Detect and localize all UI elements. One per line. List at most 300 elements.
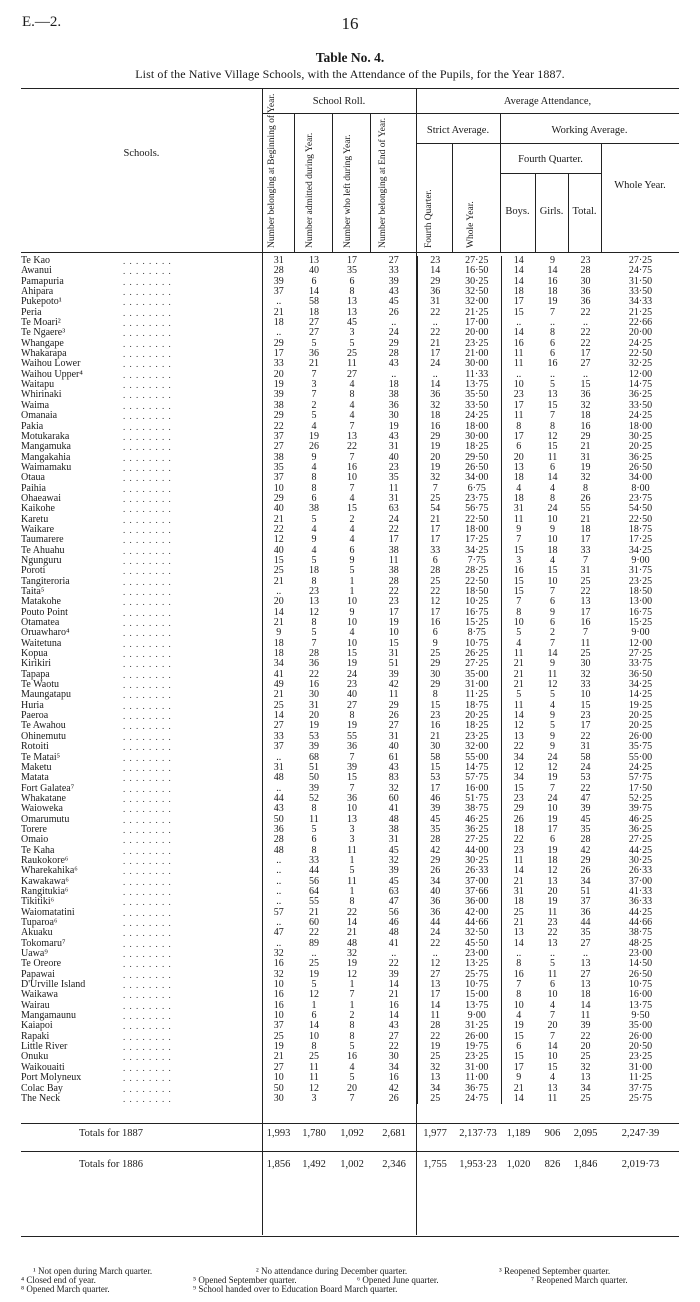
table-cell: 20·25 (628, 442, 653, 453)
table-cell: 13 (580, 1073, 591, 1084)
table-cell: 40 (273, 504, 284, 515)
table-cell: 11 (371, 556, 417, 566)
table-cell: 40 (309, 266, 319, 277)
table-cell: 13 (347, 431, 357, 442)
table-cell: 16 (580, 421, 591, 432)
table-cell: 5 (550, 721, 555, 732)
table-cell: 9 (349, 555, 355, 566)
table-cell: 8 (583, 483, 588, 494)
table-cell: 12 (309, 607, 319, 618)
table-cell: 20·50 (628, 1042, 653, 1053)
table-cell: 49 (273, 680, 284, 691)
table-row (21, 649, 679, 659)
table-cell: 28 (371, 577, 417, 587)
table-cell: 25 (309, 1052, 319, 1063)
table-cell: 13 (580, 597, 591, 608)
footnote: ⁶ Opened June quarter. (357, 1275, 439, 1285)
table-cell: 11 (513, 411, 524, 422)
table-cell: 4 (550, 555, 555, 566)
school-name: Whakarapa (21, 349, 67, 360)
table-cell: 16 (513, 969, 524, 980)
table-cell: 22·50 (453, 515, 501, 525)
table-cell: .. (276, 938, 282, 949)
table-cell: 22 (580, 1031, 591, 1042)
table-cell: 7 (550, 307, 555, 318)
table-cell: 23·25 (453, 339, 501, 349)
school-name: Matakohe (21, 597, 61, 608)
table-row (21, 753, 679, 763)
school-name: Port Molyneux (21, 1073, 82, 1084)
school-name: Ahipara (21, 287, 54, 298)
table-cell: 4 (311, 524, 317, 535)
table-cell: 52·25 (628, 793, 653, 804)
footnote: ³ Reopened September quarter. (499, 1266, 611, 1276)
school-name: Paeroa (21, 711, 49, 722)
table-cell: 4 (349, 493, 355, 504)
leader-dots: . . . . . . . . (123, 670, 262, 680)
table-cell: 4 (349, 524, 355, 535)
table-cell: 15 (513, 307, 524, 318)
table-cell: 23 (371, 463, 417, 473)
table-cell: 21 (513, 669, 524, 680)
table-row (21, 432, 679, 442)
table-cell: 9 (550, 731, 555, 742)
table-cell: 11 (547, 969, 558, 980)
table-cell: 19 (547, 814, 558, 825)
table-cell: 12 (430, 959, 441, 970)
table-cell: 21·25 (453, 308, 501, 318)
table-cell: 14 (273, 607, 284, 618)
leader-dots: . . . . . . . . (123, 928, 262, 938)
table-row (21, 804, 679, 814)
table-cell: 13 (430, 980, 441, 991)
table-cell: 28 (273, 835, 284, 846)
table-cell: 12 (547, 762, 558, 773)
table-cell: 37·66 (453, 887, 501, 897)
table-cell: 33 (430, 545, 441, 556)
table-cell: 35·50 (453, 390, 501, 400)
table-cell: .. (276, 855, 282, 866)
table-cell: 12·00 (628, 638, 653, 649)
leader-dots: . . . . . . . . (123, 359, 262, 369)
table-cell: 17 (430, 990, 441, 1001)
leader-dots: . . . . . . . . (123, 690, 262, 700)
table-cell: 43 (371, 763, 417, 773)
table-cell: 30 (371, 411, 417, 421)
table-cell: 48·25 (628, 938, 653, 949)
table-row (21, 659, 679, 669)
table-cell: 33·50 (453, 401, 501, 411)
table-row (21, 556, 679, 566)
table-cell: 16 (430, 721, 441, 732)
table-cell: 48 (273, 845, 284, 856)
table-cell: 15·25 (453, 618, 501, 628)
table-cell: 31 (309, 700, 319, 711)
table-cell: 10·75 (453, 639, 501, 649)
table-cell: 14·75 (453, 763, 501, 773)
table-cell: 41 (371, 804, 417, 814)
school-name: Raukokore⁶ (21, 855, 69, 866)
table-cell: 2 (550, 628, 555, 639)
leader-dots: . . . . . . . . (123, 463, 262, 473)
table-row (21, 370, 679, 380)
table-row (21, 1084, 679, 1094)
table-cell: 11 (513, 514, 524, 525)
table-cell: .. (550, 369, 555, 380)
table-cell: 26·50 (628, 969, 653, 980)
strict-fourth-header: Fourth Quarter. (424, 189, 434, 248)
table-row (21, 877, 679, 887)
table-cell: 13 (513, 928, 524, 939)
table-cell: .. (371, 949, 417, 959)
table-cell: 27 (273, 442, 284, 453)
table-cell: 31 (371, 442, 417, 452)
table-cell: 30 (309, 690, 319, 701)
table-cell: 23·25 (453, 1052, 501, 1062)
table-cell: 36·00 (453, 897, 501, 907)
table-row (21, 1094, 679, 1104)
table-cell: 7 (349, 783, 355, 794)
table-cell: 24 (547, 793, 558, 804)
table-cell: 4 (349, 1062, 355, 1073)
school-roll-header: School Roll. (312, 96, 366, 107)
table-cell: 55 (309, 897, 319, 908)
leader-dots: . . . . . . . . (123, 990, 262, 1000)
table-cell: 42 (371, 680, 417, 690)
table-cell: 33·50 (628, 400, 653, 411)
table-cell: 25 (309, 959, 319, 970)
table-cell: 7 (349, 990, 355, 1001)
table-cell: 25 (273, 700, 284, 711)
table-cell: 32·50 (453, 928, 501, 938)
table-cell: 55·00 (453, 753, 501, 763)
table-cell: 11 (309, 814, 319, 825)
table-cell: 10 (547, 535, 558, 546)
table-cell: 24 (580, 762, 591, 773)
table-cell: 58 (309, 297, 319, 308)
table-cell: 16·75 (453, 608, 501, 618)
totals-1887-row (21, 1128, 679, 1142)
leader-dots: . . . . . . . . (123, 835, 262, 845)
table-cell: 28 (430, 566, 441, 577)
table-cell: 15 (371, 639, 417, 649)
table-cell: 15 (347, 773, 357, 784)
table-cell: 20·00 (453, 328, 501, 338)
table-cell: 42 (430, 845, 441, 856)
table-cell: 24 (430, 359, 441, 370)
table-cell: 27·25 (453, 659, 501, 669)
school-name: Peria (21, 307, 42, 318)
table-cell: 13 (347, 814, 357, 825)
table-cell: 4 (516, 1011, 522, 1022)
table-cell: 36 (273, 824, 284, 835)
table-cell: 35·00 (453, 670, 501, 680)
header-bottom-rule (21, 252, 679, 253)
table-cell: 32 (273, 949, 284, 960)
table-cell: 45 (347, 318, 357, 329)
table-cell: 13 (347, 297, 357, 308)
table-cell: 39 (371, 970, 417, 980)
beginning-header: Number belonging at Beginning of Year. (267, 93, 277, 248)
leader-dots: . . . . . . . . (123, 804, 262, 814)
table-cell: 9 (311, 452, 317, 463)
table-cell: 21 (513, 918, 524, 928)
table-cell: 5 (516, 628, 522, 639)
table-cell: 10 (347, 473, 357, 484)
table-cell: 44·66 (628, 918, 653, 928)
table-cell: 50 (273, 814, 284, 825)
leader-dots: . . . . . . . . (123, 763, 262, 773)
leader-dots: . . . . . . . . (123, 659, 262, 669)
table-cell: 5 (349, 338, 355, 349)
table-cell: 18 (513, 493, 524, 504)
table-cell: 27 (347, 369, 357, 380)
table-cell: 7 (550, 411, 555, 422)
table-cell: 26·00 (453, 1032, 501, 1042)
table-cell: 20 (309, 711, 319, 722)
table-cell: 64 (309, 886, 319, 897)
table-cell: 3 (349, 328, 355, 339)
table-cell: 7 (311, 390, 317, 401)
table-cell: 14 (547, 1042, 558, 1053)
school-name: Waihou Lower (21, 359, 81, 370)
table-cell: 9 (349, 607, 355, 618)
table-cell: 22 (580, 587, 591, 597)
total-cell: 1,780 (302, 1128, 326, 1139)
table-cell: 56·75 (453, 504, 501, 514)
table-cell: .. (311, 949, 317, 960)
table-cell: 10 (273, 1011, 284, 1022)
table-cell: 2 (311, 400, 317, 411)
table-cell: 6 (311, 493, 317, 504)
leader-dots: . . . . . . . . (123, 1032, 262, 1042)
boys-header: Boys. (505, 206, 530, 217)
table-row (21, 525, 679, 535)
school-name: Te Waotu (21, 680, 60, 691)
table-cell: 24 (347, 669, 357, 680)
table-cell: 18 (513, 473, 524, 484)
leader-dots: . . . . . . . . (123, 1084, 262, 1094)
table-row (21, 401, 679, 411)
table-cell: 37·00 (453, 877, 501, 887)
school-name: Wharekahika⁶ (21, 866, 78, 877)
table-cell: 8 (311, 483, 317, 494)
table-cell: 29 (430, 431, 441, 442)
table-cell: 33 (309, 855, 319, 866)
table-cell: 4 (349, 628, 355, 639)
school-name: Little River (21, 1042, 68, 1053)
table-cell: 18 (580, 990, 591, 1001)
table-cell: 16 (347, 1052, 357, 1063)
table-cell: .. (276, 886, 282, 897)
table-cell: 4 (550, 483, 555, 494)
table-cell: 10·25 (453, 597, 501, 607)
table-cell: 21 (430, 338, 441, 349)
table-cell: 25 (273, 566, 284, 577)
table-cell: 31 (513, 504, 524, 515)
table-cell: 39 (273, 390, 284, 401)
table-cell: 5 (311, 980, 317, 991)
table-cell: 47 (273, 928, 284, 939)
table-cell: 17 (513, 1062, 524, 1073)
table-row (21, 266, 679, 276)
school-name: Waitapu (21, 380, 55, 391)
table-cell: 17 (273, 349, 284, 360)
table-cell: 19·75 (453, 1042, 501, 1052)
table-cell: 8 (349, 390, 355, 401)
table-cell: 13·75 (628, 1000, 653, 1011)
table-row (21, 587, 679, 597)
table-cell: 6 (349, 545, 355, 556)
table-cell: 22 (371, 1042, 417, 1052)
table-cell: 7 (349, 752, 355, 763)
table-cell: 22 (309, 669, 319, 680)
table-cell: 36 (580, 287, 591, 298)
table-cell: 27·25 (628, 649, 653, 660)
table-cell: 31 (371, 494, 417, 504)
table-cell: 2 (349, 514, 355, 525)
table-cell: 15 (580, 380, 591, 391)
table-cell: 15·00 (453, 990, 501, 1000)
table-row (21, 577, 679, 587)
table-cell: 36 (430, 897, 441, 908)
table-row (21, 256, 679, 266)
table-cell: 5 (550, 380, 555, 391)
table-cell: 12 (547, 431, 558, 442)
table-cell: 35 (347, 266, 357, 277)
table-cell: 11 (430, 1011, 441, 1022)
table-cell: 6 (311, 1011, 317, 1022)
column-divider (601, 143, 602, 252)
table-row (21, 515, 679, 525)
table-cell: 13 (430, 1073, 441, 1084)
table-cell: 24 (371, 328, 417, 338)
table-cell: 17 (430, 524, 441, 535)
school-name: Whakatane (21, 793, 66, 804)
table-cell: 37 (273, 473, 284, 484)
table-cell: 9 (550, 659, 555, 670)
table-cell: 43 (371, 1021, 417, 1031)
school-name: Tapapa (21, 669, 50, 680)
table-row (21, 318, 679, 328)
table-row (21, 928, 679, 938)
leader-dots: . . . . . . . . (123, 287, 262, 297)
table-cell: 53 (309, 731, 319, 742)
table-row (21, 1032, 679, 1042)
leader-dots: . . . . . . . . (123, 846, 262, 856)
table-cell: 7 (550, 638, 555, 649)
table-cell: 13 (513, 731, 524, 742)
total-cell: 2,247·39 (621, 1128, 660, 1139)
school-name: Ngunguru (21, 555, 62, 566)
total-cell: 1,846 (573, 1159, 598, 1170)
table-cell: 5 (349, 866, 355, 877)
table-cell: 83 (371, 773, 417, 783)
table-cell: 19 (547, 773, 558, 784)
table-cell: .. (276, 328, 282, 339)
table-cell: 28·25 (453, 566, 501, 576)
table-cell: 9·00 (631, 555, 650, 566)
school-name: Waihou Upper⁴ (21, 369, 83, 380)
table-cell: 30·25 (628, 855, 653, 866)
leader-dots: . . . . . . . . (123, 587, 262, 597)
table-cell: 48 (273, 773, 284, 784)
school-name: Poroti (21, 566, 46, 577)
end-header: Number belonging at End of Year. (378, 117, 388, 248)
table-cell: 29 (371, 339, 417, 349)
table-cell: 45 (580, 814, 591, 825)
table-cell: 12 (347, 969, 357, 980)
leader-dots: . . . . . . . . (123, 680, 262, 690)
table-cell: 38·75 (453, 804, 501, 814)
table-cell: 28 (580, 835, 591, 846)
leader-dots: . . . . . . . . (123, 753, 262, 763)
table-row (21, 546, 679, 556)
table-cell: 18 (309, 307, 319, 318)
table-cell: 48 (371, 928, 417, 938)
table-cell: 24·25 (628, 762, 653, 773)
table-cell: 7 (550, 1011, 555, 1022)
table-cell: 13 (580, 959, 591, 970)
table-cell: 31 (513, 886, 524, 897)
table-row (21, 959, 679, 969)
leader-dots: . . . . . . . . (123, 711, 262, 721)
table-cell: 19 (347, 659, 357, 670)
leader-dots: . . . . . . . . (123, 535, 262, 545)
table-cell: 31 (580, 452, 591, 463)
table-cell: 8 (311, 845, 317, 856)
table-cell: 14 (580, 1000, 591, 1011)
table-cell: 53 (580, 773, 591, 784)
table-cell: 31 (580, 742, 591, 753)
table-cell: 6 (432, 555, 438, 566)
table-cell: 29·50 (453, 453, 501, 463)
table-cell: 8 (550, 421, 555, 432)
table-cell: 68 (309, 752, 319, 763)
table-cell: 6 (550, 338, 555, 349)
leader-dots: . . . . . . . . (123, 484, 262, 494)
table-cell: 35 (580, 928, 591, 939)
leader-dots: . . . . . . . . (123, 308, 262, 318)
totals-top-rule (21, 1123, 679, 1124)
leader-dots: . . . . . . . . (123, 784, 262, 794)
table-cell: 21 (347, 928, 357, 939)
table-row (21, 328, 679, 338)
table-cell: 18 (547, 545, 558, 556)
table-cell: 8 (516, 990, 522, 1001)
table-cell: 36·25 (628, 390, 653, 401)
total-cell: 906 (544, 1128, 561, 1139)
header-rule (262, 113, 679, 114)
table-row (21, 711, 679, 721)
table-cell: 16 (273, 990, 284, 1001)
table-cell: 27 (580, 938, 591, 949)
table-cell: 34 (580, 1083, 591, 1094)
table-cell: 6 (432, 628, 438, 639)
table-cell: 14 (309, 1021, 319, 1032)
table-cell: 35 (430, 824, 441, 835)
leader-dots: . . . . . . . . (123, 959, 262, 969)
table-cell: 19 (547, 845, 558, 856)
table-cell: 16 (371, 1073, 417, 1083)
footnote: ⁵ Opened September quarter. (193, 1275, 297, 1285)
table-cell: 24 (547, 504, 558, 515)
table-cell: 18 (273, 649, 284, 660)
table-cell: 39 (580, 804, 591, 815)
table-cell: 22·50 (453, 577, 501, 587)
table-cell: 26 (371, 711, 417, 721)
table-cell: 43 (371, 359, 417, 369)
